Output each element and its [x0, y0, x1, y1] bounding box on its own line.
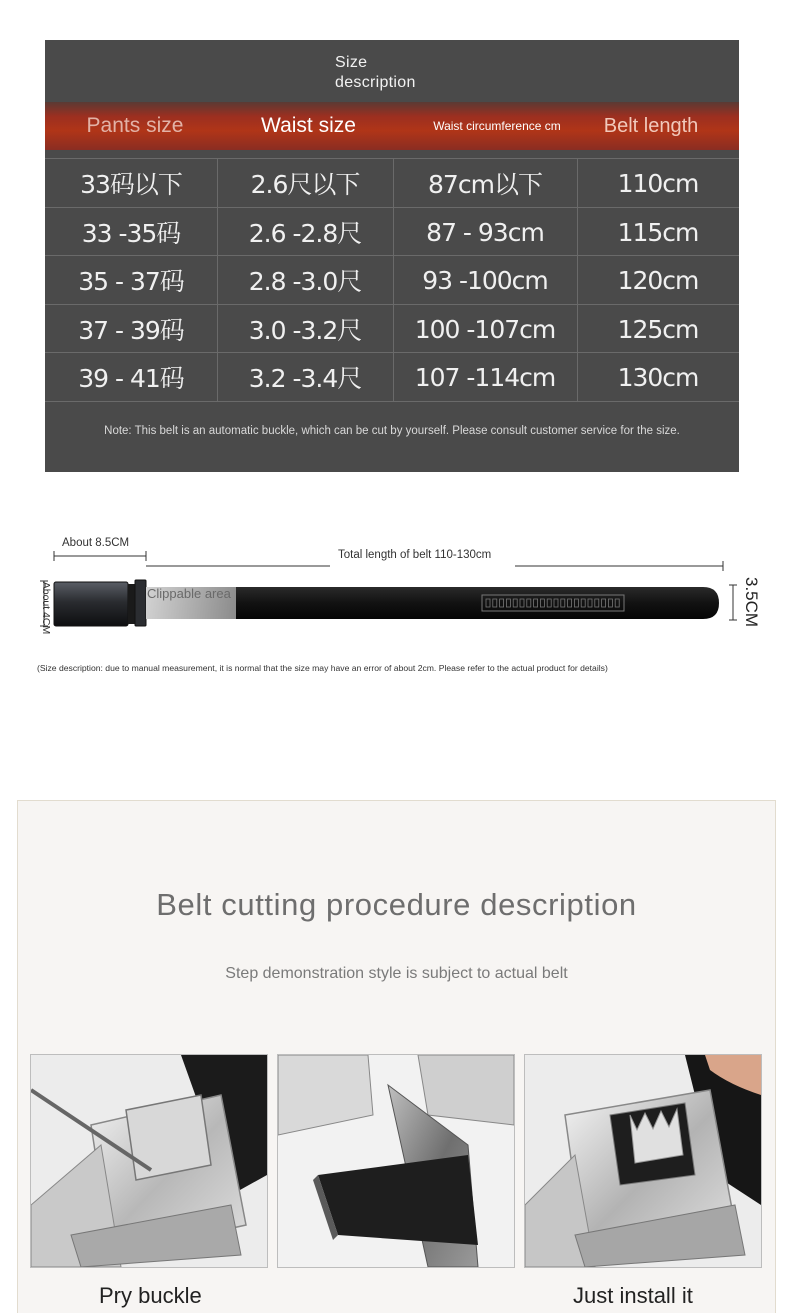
size-table-panel — [45, 40, 739, 472]
table-row — [45, 158, 739, 207]
cell-waist-size: 3.2 -3.4尺 — [217, 353, 394, 401]
table-row — [45, 352, 739, 402]
procedure-subtitle: Step demonstration style is subject to actual belt — [225, 965, 568, 982]
cell-belt-length: 120cm — [617, 265, 699, 295]
table-row — [45, 255, 739, 304]
buckle-length-label: About 8.5CM — [62, 537, 130, 549]
step-label-install: Just install it — [573, 1283, 693, 1308]
procedure-title: Belt cutting procedure description — [156, 887, 637, 922]
cell-belt-length: 110cm — [617, 168, 699, 198]
cell-waist-size: 2.6 -2.8尺 — [217, 208, 394, 256]
cell-pants-size: 33码以下 — [45, 159, 218, 207]
measurement-note: (Size description: due to manual measurement, it is normal that the size may have an error of about 2cm. Please refer to the actual product for details) — [37, 663, 608, 673]
cell-waist-circumference: 107 -114cm — [393, 353, 578, 401]
table-row — [45, 304, 739, 353]
cell-waist-size: 3.0 -3.2尺 — [217, 305, 394, 353]
cutting-procedure-section — [17, 800, 776, 1313]
step-image-cut-belt — [277, 1054, 515, 1268]
cell-waist-size: 2.6尺以下 — [217, 159, 394, 207]
cell-waist-circumference: 93 -100cm — [393, 256, 578, 304]
clippable-area-label: Clippable area — [147, 586, 231, 601]
size-table-header — [45, 102, 739, 150]
buckle-height-label: About 4CM — [40, 581, 52, 635]
total-length-label: Total length of belt 110-130cm — [338, 549, 492, 561]
step-label-pry-buckle: Pry buckle — [99, 1283, 202, 1308]
header-waist-size: Waist size — [261, 114, 356, 137]
cell-pants-size: 35 - 37码 — [45, 256, 218, 304]
header-pants-size: Pants size — [86, 114, 184, 137]
cell-waist-circumference: 87 - 93cm — [393, 208, 578, 256]
cell-belt-length: 125cm — [617, 314, 699, 344]
belt-width-label: 3.5CM — [742, 577, 761, 628]
cell-belt-length: 115cm — [617, 217, 699, 247]
size-table-note: Note: This belt is an automatic buckle, which can be cut by yourself. Please consult customer service for the size. — [104, 425, 680, 437]
header-belt-length: Belt length — [603, 114, 699, 137]
cell-waist-circumference: 87cm以下 — [393, 159, 578, 207]
cell-pants-size: 39 - 41码 — [45, 353, 218, 401]
step-image-pry-buckle — [30, 1054, 268, 1268]
size-table-title: Size description — [335, 54, 416, 91]
belt-dimension-diagram — [0, 520, 790, 700]
table-row — [45, 207, 739, 256]
cell-belt-length: 130cm — [617, 362, 699, 392]
cell-pants-size: 33 -35码 — [45, 208, 218, 256]
cell-waist-circumference: 100 -107cm — [393, 305, 578, 353]
step-image-install — [524, 1054, 762, 1268]
cell-waist-size: 2.8 -3.0尺 — [217, 256, 394, 304]
header-waist-circumference: Waist circumference cm — [433, 119, 561, 133]
cell-pants-size: 37 - 39码 — [45, 305, 218, 353]
